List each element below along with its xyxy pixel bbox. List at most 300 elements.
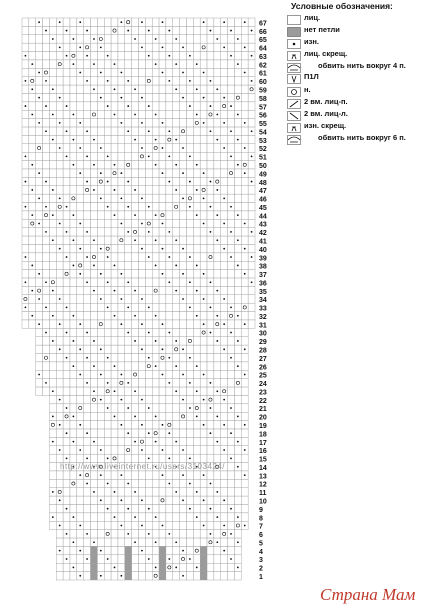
chart-cell [159, 135, 166, 143]
row-number: 25 [259, 372, 267, 380]
purl-dot [45, 281, 47, 283]
chart-cell [77, 35, 84, 43]
chart-cell [228, 261, 235, 269]
chart-cell [22, 135, 29, 143]
chart-cell [104, 236, 111, 244]
chart-cell [111, 270, 118, 278]
chart-cell [248, 43, 255, 51]
purl-dot [127, 30, 129, 32]
chart-cell [104, 496, 111, 504]
chart-cell [56, 337, 63, 345]
chart-cell [186, 546, 193, 554]
chart-cell [200, 513, 207, 521]
chart-cell [70, 320, 77, 328]
chart-cell [63, 110, 70, 118]
chart-cell [228, 379, 235, 387]
chart-cell [207, 152, 214, 160]
chart-cell [125, 194, 132, 202]
chart-cell [29, 244, 36, 252]
chart-cell [228, 295, 235, 303]
purl-dot [52, 38, 54, 40]
chart-cell [104, 26, 111, 34]
chart-cell [63, 77, 70, 85]
purl-dot [114, 189, 116, 191]
chart-cell [221, 52, 228, 60]
chart-cell [228, 77, 235, 85]
chart-cell [139, 110, 146, 118]
chart-cell [139, 328, 146, 336]
chart-cell [104, 286, 111, 294]
chart-cell [221, 270, 228, 278]
chart-cell [193, 228, 200, 236]
chart-cell [186, 496, 193, 504]
chart-cell [166, 286, 173, 294]
chart-cell [228, 161, 235, 169]
chart-cell [104, 68, 111, 76]
chart-cell [193, 152, 200, 160]
chart-cell [70, 546, 77, 554]
purl-dot [189, 256, 191, 258]
chart-cell [228, 437, 235, 445]
purl-dot [182, 72, 184, 74]
chart-cell [70, 228, 77, 236]
purl-dot [66, 256, 68, 258]
chart-cell [180, 177, 187, 185]
chart-cell [193, 219, 200, 227]
purl-dot [155, 516, 157, 518]
chart-cell [241, 102, 248, 110]
chart-cell [214, 169, 221, 177]
chart-cell [91, 169, 98, 177]
purl-dot [223, 46, 225, 48]
purl-dot [134, 38, 136, 40]
chart-cell [125, 169, 132, 177]
purl-dot [244, 21, 246, 23]
chart-cell [104, 270, 111, 278]
chart-cell [97, 219, 104, 227]
purl-dot [86, 256, 88, 258]
chart-cell [56, 102, 63, 110]
chart-cell [173, 471, 180, 479]
chart-cell [180, 110, 187, 118]
chart-cell [139, 370, 146, 378]
chart-cell [241, 161, 248, 169]
purl-dot [52, 139, 54, 141]
chart-cell [97, 505, 104, 513]
chart-cell [200, 52, 207, 60]
chart-cell [104, 471, 111, 479]
chart-cell [214, 530, 221, 538]
chart-cell [214, 505, 221, 513]
chart-cell [63, 538, 70, 546]
purl-dot [162, 21, 164, 23]
chart-cell [125, 471, 132, 479]
chart-cell [221, 35, 228, 43]
chart-cell [145, 135, 152, 143]
chart-cell [241, 312, 248, 320]
chart-cell [118, 328, 125, 336]
chart-cell [241, 395, 248, 403]
chart-cell [111, 437, 118, 445]
purl-dot [155, 114, 157, 116]
chart-cell [118, 177, 125, 185]
no-stitch-cell [91, 563, 98, 571]
row-number: 38 [259, 263, 267, 271]
chart-cell [180, 228, 187, 236]
chart-cell [77, 505, 84, 513]
legend-label: обвить нить вокруг 4 п. [318, 60, 406, 70]
chart-cell [241, 211, 248, 219]
purl-dot [52, 290, 54, 292]
chart-cell [132, 261, 139, 269]
purl-dot [189, 483, 191, 485]
chart-cell [159, 177, 166, 185]
chart-cell [139, 261, 146, 269]
chart-cell [36, 337, 43, 345]
chart-cell [173, 479, 180, 487]
chart-cell [241, 286, 248, 294]
chart-cell [152, 152, 159, 160]
chart-cell [166, 194, 173, 202]
chart-cell [145, 93, 152, 101]
chart-cell [49, 152, 56, 160]
purl-dot [127, 432, 129, 434]
chart-cell [228, 244, 235, 252]
row-number: 43 [259, 221, 267, 229]
chart-cell [49, 496, 56, 504]
chart-cell [180, 211, 187, 219]
purl-dot [223, 298, 225, 300]
purl-dot [52, 239, 54, 241]
purl-dot [72, 416, 74, 418]
chart-cell [241, 177, 248, 185]
purl-dot [114, 88, 116, 90]
chart-cell [145, 18, 152, 26]
chart-cell [22, 85, 29, 93]
chart-cell [173, 295, 180, 303]
chart-cell [207, 521, 214, 529]
purl-dot [100, 499, 102, 501]
chart-cell [166, 546, 173, 554]
chart-cell [139, 563, 146, 571]
purl-dot [59, 46, 61, 48]
chart-cell [56, 513, 63, 521]
chart-cell [125, 387, 132, 395]
chart-cell [207, 236, 214, 244]
chart-cell [97, 530, 104, 538]
chart-cell [234, 278, 241, 286]
chart-cell [193, 479, 200, 487]
purl-dot [203, 21, 205, 23]
purl-dot [223, 97, 225, 99]
chart-cell [125, 270, 132, 278]
purl-dot [120, 223, 122, 225]
chart-cell [36, 77, 43, 85]
chart-cell [173, 278, 180, 286]
chart-cell [70, 354, 77, 362]
chart-cell [159, 312, 166, 320]
chart-cell [43, 119, 50, 127]
chart-cell [166, 144, 173, 152]
chart-cell [84, 161, 91, 169]
chart-cell [125, 186, 132, 194]
chart-cell [173, 572, 180, 580]
chart-cell [104, 219, 111, 227]
chart-cell [77, 555, 84, 563]
chart-cell [145, 270, 152, 278]
chart-cell [84, 320, 91, 328]
chart-cell [132, 505, 139, 513]
chart-cell [97, 77, 104, 85]
chart-cell [221, 135, 228, 143]
chart-cell [104, 412, 111, 420]
chart-cell [63, 270, 70, 278]
chart-cell [132, 354, 139, 362]
legend-label: изн. [304, 36, 319, 46]
purl-dot [189, 306, 191, 308]
chart-cell [91, 446, 98, 454]
chart-cell [214, 18, 221, 26]
chart-cell [77, 538, 84, 546]
purl-dot [244, 323, 246, 325]
chart-cell [241, 513, 248, 521]
chart-cell [139, 437, 146, 445]
purl-dot [86, 457, 88, 459]
purl-dot [196, 365, 198, 367]
chart-cell [118, 236, 125, 244]
purl-dot [134, 416, 136, 418]
chart-cell [234, 177, 241, 185]
chart-cell [118, 35, 125, 43]
chart-cell [248, 320, 255, 328]
purl-dot [66, 206, 68, 208]
chart-cell [166, 412, 173, 420]
chart-cell [200, 253, 207, 261]
chart-cell [221, 127, 228, 135]
chart-cell [111, 505, 118, 513]
chart-cell [214, 26, 221, 34]
purl-dot [66, 156, 68, 158]
chart-cell [180, 119, 187, 127]
chart-cell [29, 278, 36, 286]
purl-dot [189, 357, 191, 359]
purl-dot [66, 457, 68, 459]
chart-cell [186, 437, 193, 445]
chart-cell [166, 387, 173, 395]
chart-cell [145, 312, 152, 320]
chart-cell [207, 52, 214, 60]
chart-cell [36, 278, 43, 286]
chart-cell [118, 144, 125, 152]
chart-cell [77, 236, 84, 244]
chart-cell [43, 219, 50, 227]
chart-cell [241, 203, 248, 211]
row-number: 65 [259, 37, 267, 45]
purl-dot [100, 298, 102, 300]
chart-cell [228, 337, 235, 345]
chart-cell [180, 513, 187, 521]
chart-cell [77, 362, 84, 370]
purl-dot [216, 315, 218, 317]
chart-cell [193, 203, 200, 211]
chart-cell [125, 538, 132, 546]
chart-cell [111, 328, 118, 336]
chart-cell [248, 295, 255, 303]
chart-cell [43, 295, 50, 303]
chart-cell [104, 312, 111, 320]
chart-cell [84, 546, 91, 554]
chart-cell [186, 85, 193, 93]
chart-cell [159, 52, 166, 60]
chart-cell [125, 135, 132, 143]
chart-cell [166, 110, 173, 118]
chart-cell [70, 530, 77, 538]
purl-dot [216, 340, 218, 342]
chart-cell [49, 253, 56, 261]
chart-cell [84, 144, 91, 152]
chart-cell [180, 328, 187, 336]
purl-dot [79, 122, 81, 124]
chart-cell [234, 102, 241, 110]
chart-cell [104, 538, 111, 546]
chart-cell [118, 337, 125, 345]
purl-dot [223, 223, 225, 225]
chart-cell [166, 488, 173, 496]
purl-dot [141, 197, 143, 199]
chart-cell [159, 93, 166, 101]
row-number: 4 [259, 548, 263, 556]
purl-dot [127, 483, 129, 485]
chart-cell [56, 152, 63, 160]
chart-cell [104, 421, 111, 429]
chart-cell [207, 119, 214, 127]
chart-cell [56, 161, 63, 169]
purl-dot [203, 525, 205, 527]
purl-dot [31, 164, 33, 166]
chart-cell [132, 119, 139, 127]
chart-cell [152, 52, 159, 60]
chart-cell [200, 345, 207, 353]
chart-cell [173, 93, 180, 101]
chart-cell [228, 93, 235, 101]
purl-dot [107, 407, 109, 409]
chart-cell [36, 85, 43, 93]
purl-dot [120, 197, 122, 199]
purl-dot [72, 516, 74, 518]
chart-cell [104, 169, 111, 177]
chart-cell [118, 546, 125, 554]
chart-cell [139, 488, 146, 496]
chart-cell [173, 370, 180, 378]
chart-cell [200, 102, 207, 110]
chart-cell [166, 68, 173, 76]
chart-cell [49, 144, 56, 152]
chart-cell [56, 177, 63, 185]
row-number: 32 [259, 313, 267, 321]
chart-cell [125, 110, 132, 118]
chart-cell [193, 253, 200, 261]
chart-cell [152, 488, 159, 496]
row-number: 49 [259, 171, 267, 179]
chart-cell [207, 370, 214, 378]
chart-cell [77, 437, 84, 445]
chart-cell [70, 496, 77, 504]
chart-cell [63, 479, 70, 487]
chart-cell [84, 337, 91, 345]
purl-dot [141, 97, 143, 99]
chart-cell [43, 152, 50, 160]
chart-cell [132, 52, 139, 60]
chart-cell [159, 228, 166, 236]
chart-cell [49, 26, 56, 34]
chart-cell [180, 421, 187, 429]
chart-cell [234, 152, 241, 160]
chart-cell [173, 555, 180, 563]
chart-cell [111, 337, 118, 345]
chart-cell [228, 135, 235, 143]
chart-cell [56, 35, 63, 43]
chart-cell [193, 26, 200, 34]
purl-dot [38, 223, 40, 225]
chart-cell [132, 152, 139, 160]
chart-cell [125, 354, 132, 362]
chart-cell [49, 261, 56, 269]
chart-cell [132, 177, 139, 185]
purl-dot [155, 315, 157, 317]
chart-cell [139, 161, 146, 169]
chart-cell [63, 177, 70, 185]
chart-cell [56, 278, 63, 286]
chart-cell [97, 328, 104, 336]
chart-cell [152, 471, 159, 479]
chart-cell [234, 93, 241, 101]
purl-dot [182, 399, 184, 401]
chart-cell [63, 312, 70, 320]
chart-cell [214, 261, 221, 269]
chart-cell [84, 505, 91, 513]
chart-cell [104, 35, 111, 43]
purl-dot [162, 525, 164, 527]
chart-cell [111, 496, 118, 504]
purl-dot [223, 248, 225, 250]
purl-dot [237, 265, 239, 267]
chart-cell [200, 110, 207, 118]
chart-cell [91, 152, 98, 160]
chart-cell [159, 203, 166, 211]
purl-dot [203, 399, 205, 401]
chart-cell [29, 93, 36, 101]
chart-cell [145, 261, 152, 269]
purl-dot [86, 80, 88, 82]
chart-cell [111, 303, 118, 311]
row-number: 27 [259, 355, 267, 363]
chart-cell [118, 429, 125, 437]
purl-dot [79, 147, 81, 149]
purl-dot [203, 197, 205, 199]
purl-dot [93, 441, 95, 443]
chart-cell [186, 521, 193, 529]
chart-cell [36, 177, 43, 185]
gray-symbol-icon [287, 24, 301, 34]
chart-cell [214, 77, 221, 85]
chart-cell [186, 35, 193, 43]
purl-dot [196, 491, 198, 493]
chart-cell [84, 135, 91, 143]
chart-cell [43, 337, 50, 345]
chart-cell [139, 236, 146, 244]
chart-cell [152, 194, 159, 202]
chart-cell [139, 77, 146, 85]
